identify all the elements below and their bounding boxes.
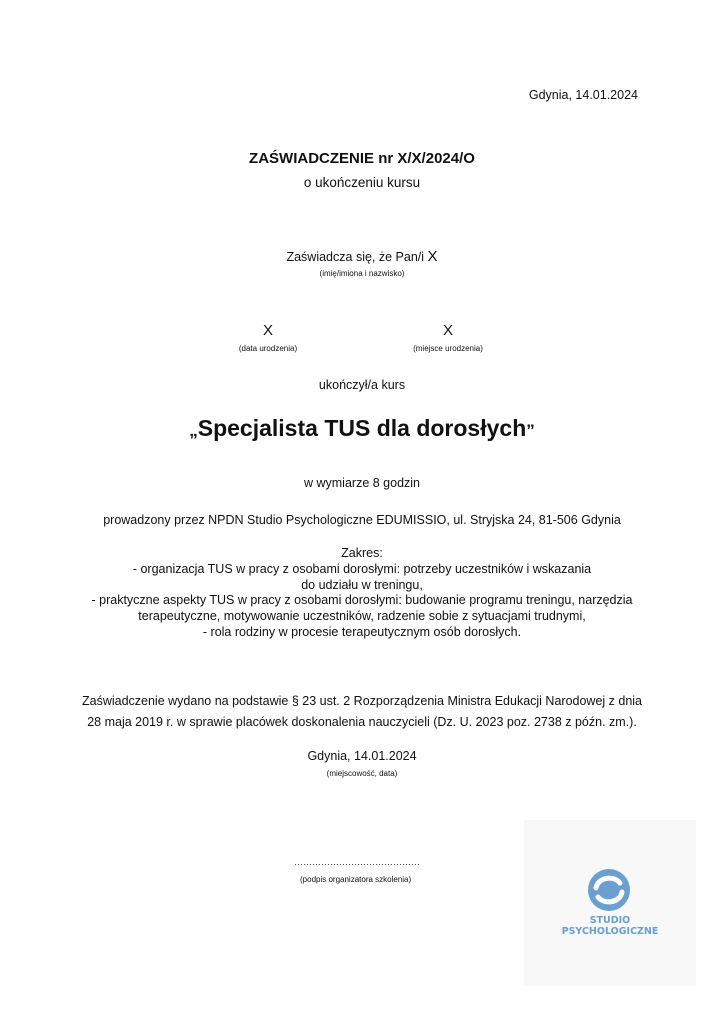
name-hint: (imię/imiona i nazwisko) [319, 269, 405, 278]
legal-basis [0, 691, 724, 733]
birth-date-value: X [262, 322, 273, 339]
document-subtitle: o ukończeniu kursu [303, 175, 421, 190]
course-open-quote: „ [189, 421, 198, 440]
birth-place-block [348, 322, 548, 353]
scope-line: - rola rodziny w procesie terapeutycznym osób dorosłych. [202, 624, 522, 639]
birth-date-hint: (data urodzenia) [238, 344, 298, 353]
document-title: ZAŚWIADCZENIE nr X/X/2024/O [249, 150, 475, 167]
scope-line: - praktyczne aspekty TUS w pracy z osobami dorosłymi: budowanie programu treningu, narzędzia [91, 593, 633, 608]
course-title [0, 415, 724, 442]
certify-line [0, 248, 724, 265]
signature-line: …………………………………… [294, 857, 420, 867]
scope-section [0, 546, 724, 641]
certify-text: Zaświadcza się, że Pan/i [286, 250, 428, 264]
studio-logo [524, 820, 696, 986]
issue-place-date-hint: (miejscowość, data) [326, 769, 398, 778]
legal-line-1: Zaświadczenie wydano na podstawie § 23 ust. 2 Rozporządzenia Ministra Edukacji Narodowej z dnia [81, 694, 643, 708]
birth-date-block [168, 322, 368, 353]
logo-text-line-2: PSYCHOLOGICZNE [561, 926, 659, 937]
logo-text-line-1: STUDIO [589, 915, 631, 926]
issue-place-date: Gdynia, 14.01.2024 [307, 749, 417, 763]
signature-hint: (podpis organizatora szkolenia) [300, 875, 412, 884]
participant-name: X [427, 248, 438, 265]
course-close-quote: ” [526, 421, 535, 440]
course-provider: prowadzony przez NPDN Studio Psychologiczne EDUMISSIO, ul. Stryjska 24, 81-506 Gdynia [103, 513, 621, 527]
completed-text: ukończył/a kurs [318, 378, 406, 392]
scope-heading: Zakres: [341, 546, 383, 560]
course-duration: w wymiarze 8 godzin [303, 476, 420, 490]
birth-place-hint: (miejsce urodzenia) [413, 344, 483, 353]
header-place-date: Gdynia, 14.01.2024 [528, 88, 638, 102]
studio-logo-icon [587, 868, 631, 912]
scope-line: - organizacja TUS w pracy z osobami dorosłymi: potrzeby uczestników i wskazania [132, 561, 592, 576]
scope-line: terapeutyczne, motywowanie uczestników, radzenie sobie z sytuacjami trudnymi, [138, 609, 586, 624]
course-name: Specjalista TUS dla dorosłych [197, 415, 527, 441]
birth-place-value: X [442, 322, 453, 339]
legal-line-2: 28 maja 2019 r. w sprawie placówek doskonalenia nauczycieli (Dz. U. 2023 poz. 2738 z późn. zm.). [87, 715, 637, 729]
scope-line: do udziału w treningu, [301, 577, 423, 592]
